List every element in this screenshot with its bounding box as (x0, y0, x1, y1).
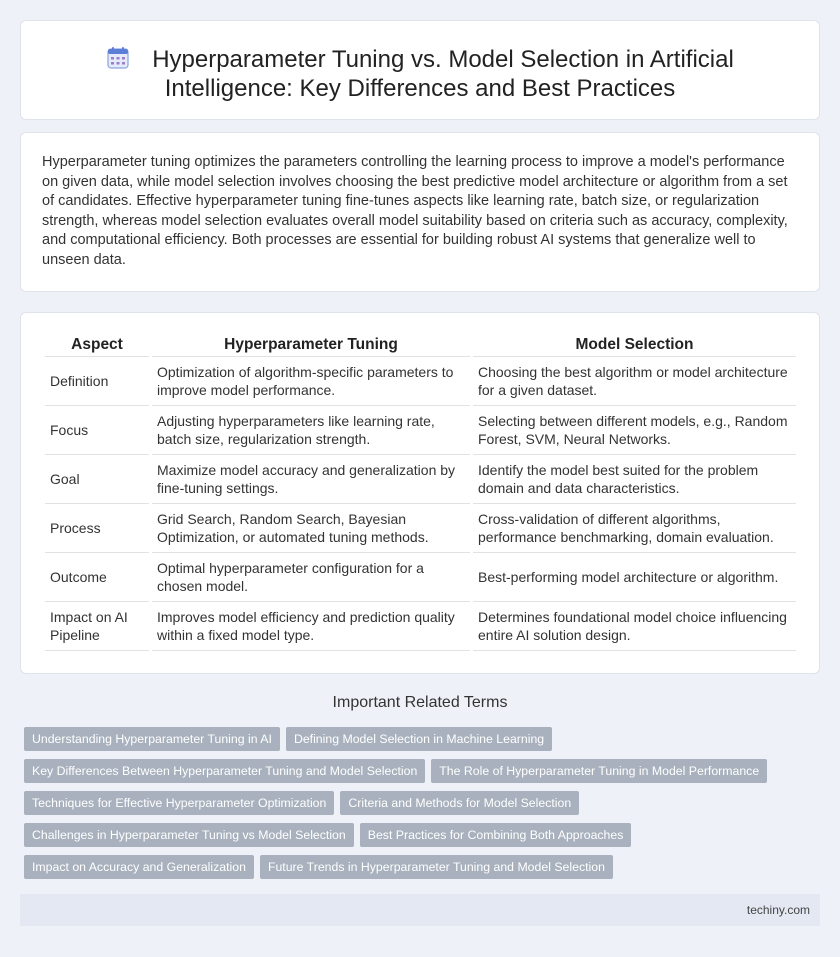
intro-paragraph: Hyperparameter tuning optimizes the parameters controlling the learning process to improve a model's performance on given data, while model selection involves choosing the best predictive model architecture or algorithm from a set of candidates. Effective hyperparameter tuning fine-tunes aspects like learning rate, batch size, or regularization strength, whereas model selection evaluates overall model suitability based on criteria such as accuracy, complexity, and computational efficiency. Both processes are essential for building robust AI systems that generalize well to unseen data. (42, 154, 788, 268)
related-term-tag[interactable]: Key Differences Between Hyperparameter Tuning and Model Selection (24, 759, 425, 783)
tag-row (24, 855, 824, 879)
comparison-card (20, 312, 820, 674)
tag-row (24, 727, 824, 751)
row-aspect: Goal (45, 455, 149, 504)
tag-row (24, 823, 824, 847)
page-title: Hyperparameter Tuning vs. Model Selection in Artificial Intelligence: Key Differences and Best Practices (152, 46, 734, 102)
related-terms-title: Important Related Terms (332, 694, 508, 711)
table-row (45, 553, 796, 602)
related-term-tag[interactable]: Impact on Accuracy and Generalization (24, 855, 254, 879)
table-row (45, 357, 796, 406)
tag-row (24, 759, 824, 783)
row-aspect: Definition (45, 357, 149, 406)
comparison-table (42, 334, 799, 651)
row-aspect: Impact on AI Pipeline (45, 602, 149, 651)
header-card (20, 20, 820, 120)
related-term-tag[interactable]: Defining Model Selection in Machine Learning (286, 727, 552, 751)
row-aspect: Focus (45, 406, 149, 455)
row-tuning: Improves model efficiency and prediction quality within a fixed model type. (152, 602, 470, 651)
header-model-selection: Model Selection (473, 334, 796, 357)
row-selection: Best-performing model architecture or algorithm. (473, 553, 796, 602)
footer-site[interactable]: techiny.com (746, 903, 810, 917)
related-term-tag[interactable]: Challenges in Hyperparameter Tuning vs Model Selection (24, 823, 354, 847)
header-hyperparameter-tuning: Hyperparameter Tuning (152, 334, 470, 357)
intro-card (20, 132, 820, 292)
header-aspect: Aspect (45, 334, 149, 357)
related-term-tag[interactable]: Best Practices for Combining Both Approaches (360, 823, 632, 847)
row-selection: Selecting between different models, e.g., Random Forest, SVM, Neural Networks. (473, 406, 796, 455)
row-aspect: Process (45, 504, 149, 553)
row-tuning: Optimal hyperparameter configuration for a chosen model. (152, 553, 470, 602)
row-tuning: Grid Search, Random Search, Bayesian Optimization, or automated tuning methods. (152, 504, 470, 553)
table-row (45, 504, 796, 553)
row-tuning: Adjusting hyperparameters like learning rate, batch size, regularization strength. (152, 406, 470, 455)
row-selection: Choosing the best algorithm or model architecture for a given dataset. (473, 357, 796, 406)
row-aspect: Outcome (45, 553, 149, 602)
tag-row (24, 791, 824, 815)
footer (20, 894, 820, 926)
page-title-wrap (51, 45, 789, 103)
related-term-tag[interactable]: The Role of Hyperparameter Tuning in Model Performance (431, 759, 767, 783)
table-row (45, 602, 796, 651)
related-term-tag[interactable]: Techniques for Effective Hyperparameter Optimization (24, 791, 334, 815)
table-row (45, 406, 796, 455)
row-selection: Determines foundational model choice influencing entire AI solution design. (473, 602, 796, 651)
calendar-icon (106, 46, 130, 70)
row-selection: Cross-validation of different algorithms, performance benchmarking, domain evaluation. (473, 504, 796, 553)
row-tuning: Optimization of algorithm-specific parameters to improve model performance. (152, 357, 470, 406)
table-header-row (45, 334, 796, 357)
related-term-tag[interactable]: Future Trends in Hyperparameter Tuning and Model Selection (260, 855, 613, 879)
related-term-tag[interactable]: Criteria and Methods for Model Selection (340, 791, 579, 815)
related-terms-list (24, 727, 824, 887)
row-selection: Identify the model best suited for the problem domain and data characteristics. (473, 455, 796, 504)
related-term-tag[interactable]: Understanding Hyperparameter Tuning in AI (24, 727, 280, 751)
table-row (45, 455, 796, 504)
row-tuning: Maximize model accuracy and generalization by fine-tuning settings. (152, 455, 470, 504)
